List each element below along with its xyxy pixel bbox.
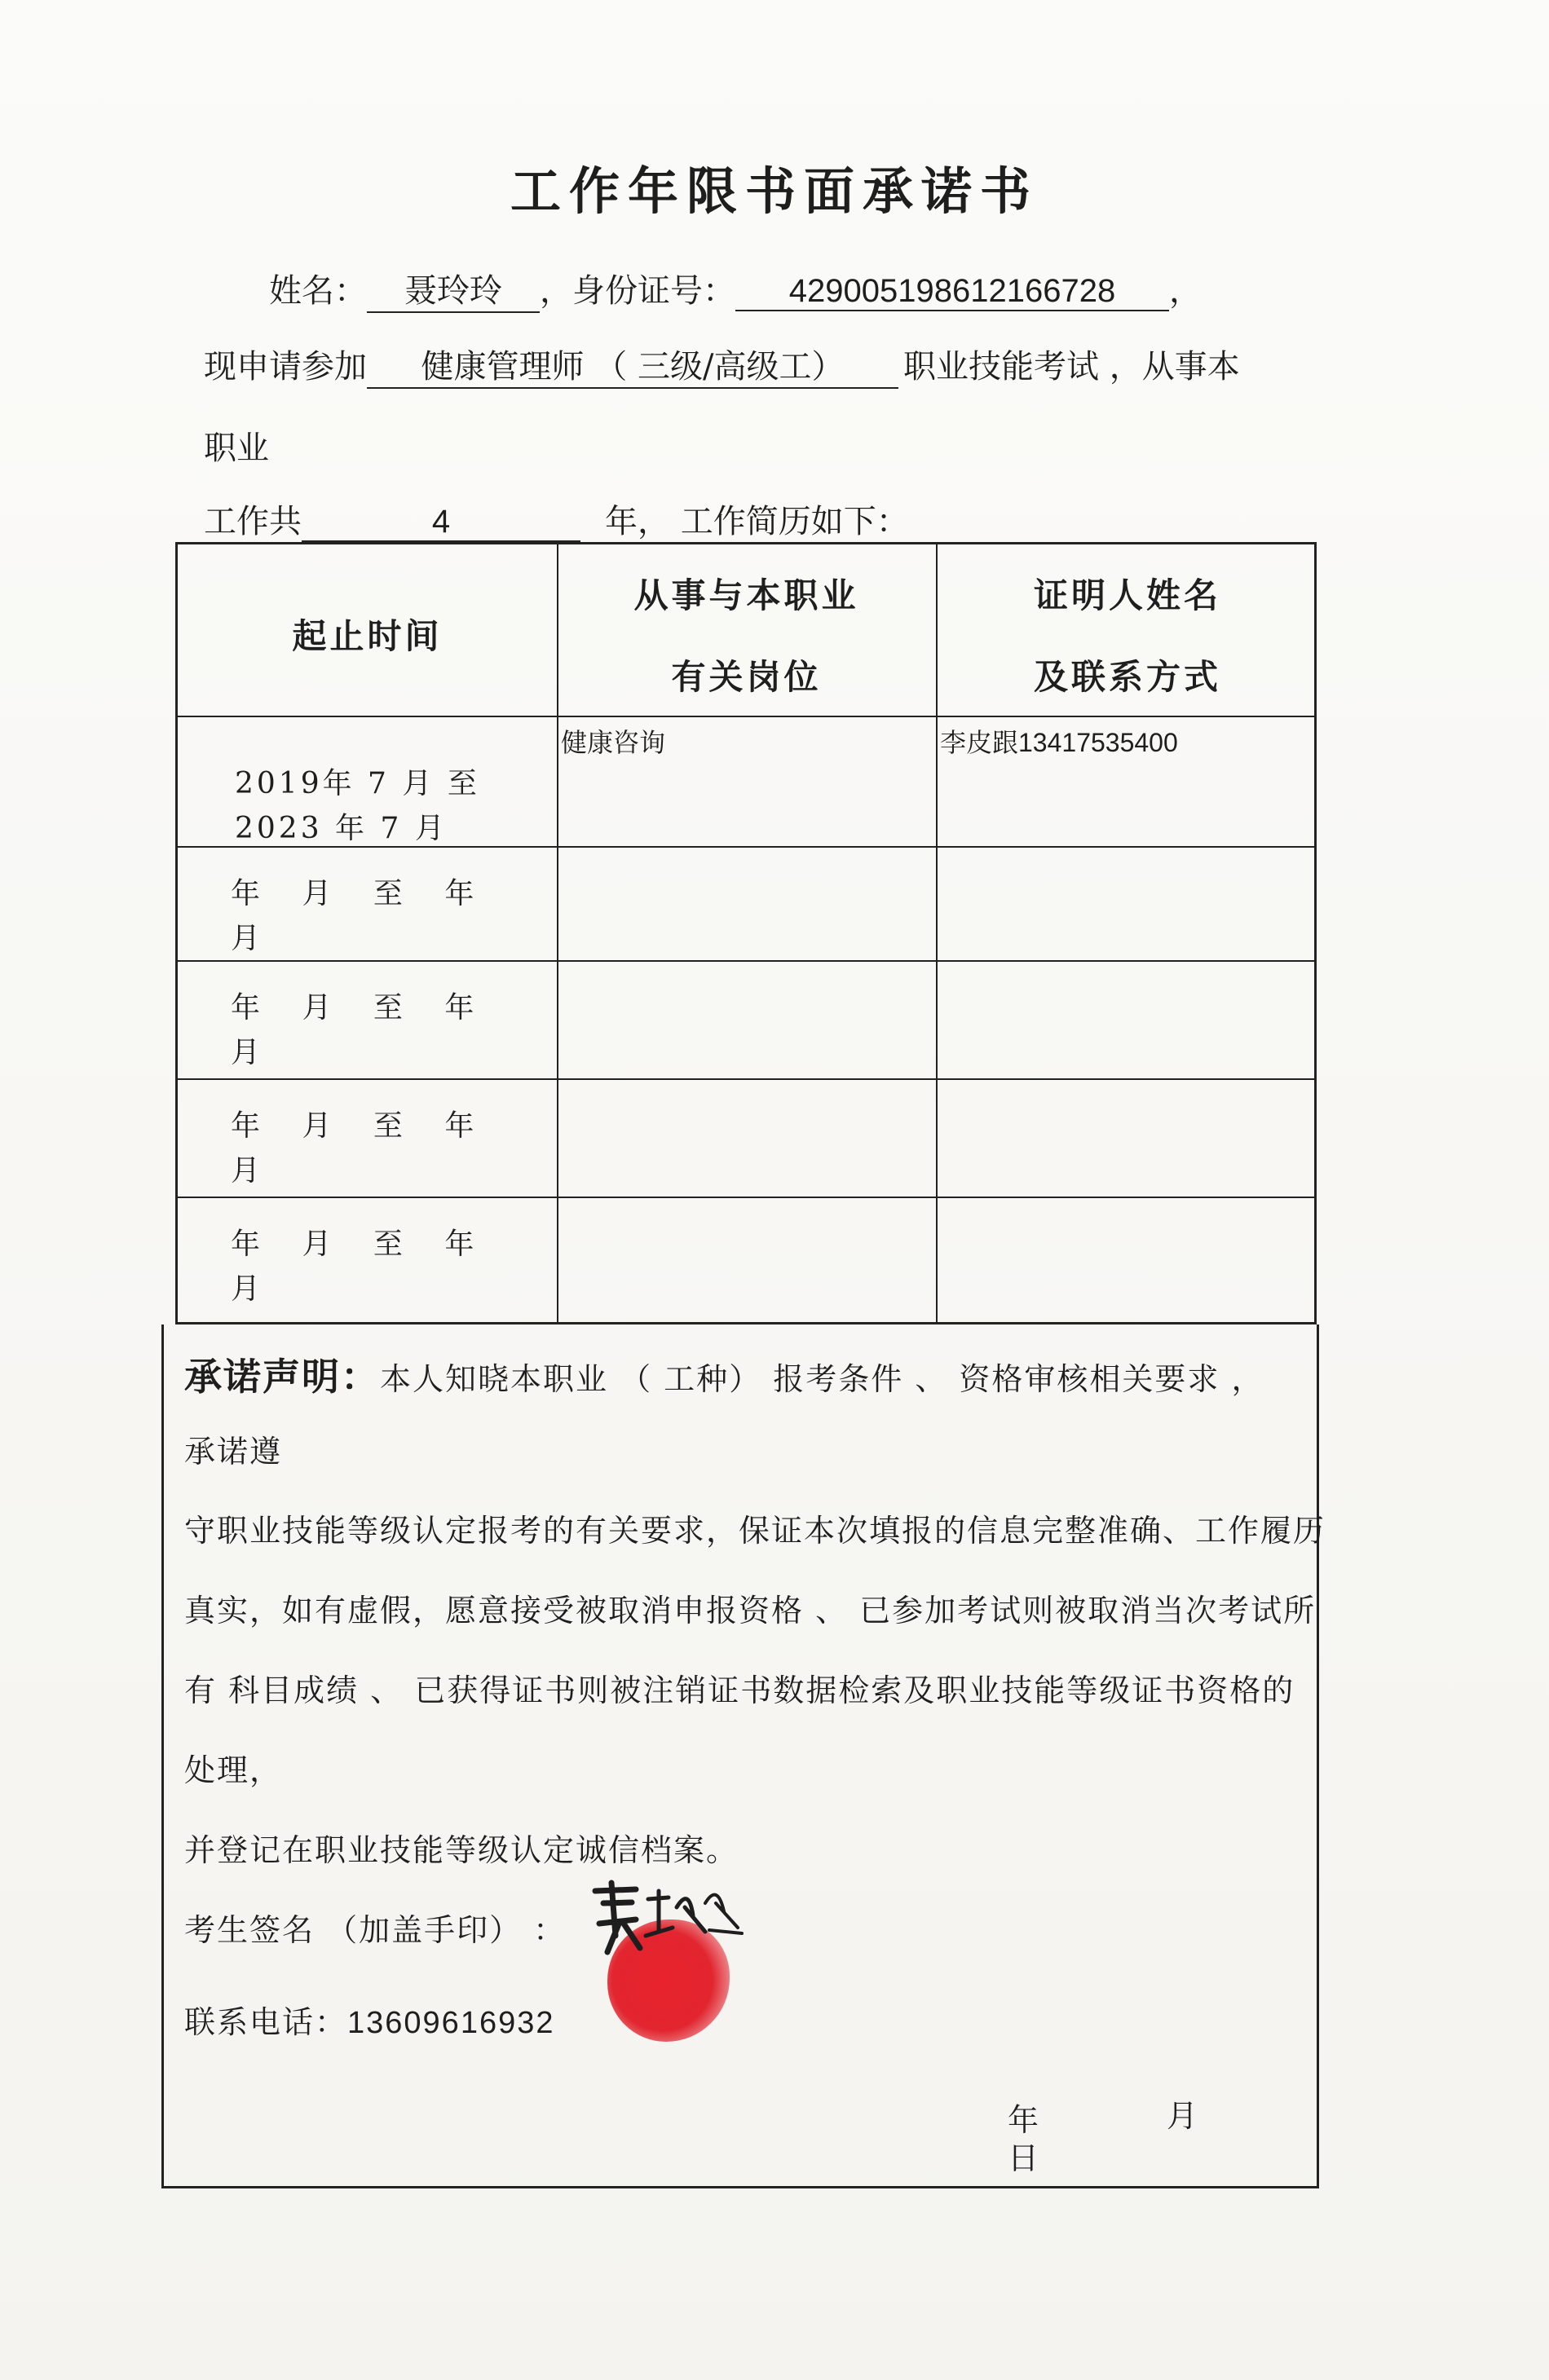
applicant-line-4 (204, 496, 909, 542)
phone-line (184, 1997, 555, 2042)
row5-time-line1: 年 月 至 年 (231, 1227, 474, 1261)
row2-time-line1: 年 月 至 年 (231, 877, 474, 910)
row1-time-line1: 2019年 7 月 至 (235, 767, 480, 800)
name-label: 姓名： (269, 272, 367, 310)
row5-time-line2: 月 (231, 1272, 261, 1306)
id-number-value: 429005198612166728 (735, 273, 1169, 311)
header-position-line2: 有关岗位 (671, 657, 822, 697)
row1-time-line2: 2023 年 7 月 (235, 812, 448, 845)
row2-time-line2: 月 (231, 922, 261, 955)
id-suffix: ， (1169, 272, 1202, 310)
applicant-line-1 (269, 265, 1202, 313)
promise-line-3: 守职业技能等级认定报考的有关要求，保证本次填报的信息完整准确、工作履历 (184, 1513, 1326, 1549)
date-month: 月 (1167, 2098, 1200, 2134)
apply-suffix: 职业技能考试 ，从事本 (903, 348, 1240, 386)
name-value: 聂玲玲 (367, 265, 540, 313)
header-witness-line2: 及联系方式 (1033, 657, 1221, 697)
date-year: 年 (1008, 2102, 1041, 2138)
promise-line-1 (184, 1347, 1264, 1401)
years-prefix: 工作共 (204, 503, 302, 540)
promise-section (161, 1324, 1326, 2188)
years-suffix: 年， 工作简历如下： (605, 503, 909, 540)
applicant-line-2 (204, 341, 1240, 389)
header-time: 起止时间 (292, 616, 443, 656)
promise-line-2: 承诺遵 (184, 1434, 283, 1470)
row4-time-line2: 月 (231, 1154, 261, 1188)
promise-line-6: 处理， (184, 1752, 283, 1788)
promise-text-1: 本人知晓本职业 （ 工种） 报考条件 、 资格审核相关要求 ， (380, 1361, 1264, 1397)
date-day: 日 (1008, 2140, 1041, 2176)
promise-line-4: 真实，如有虚假，愿意接受被取消申报资格 、 已参加考试则被取消当次考试所 (184, 1593, 1317, 1629)
phone-value: 13609616932 (347, 2006, 555, 2040)
apply-prefix: 现申请参加 (204, 348, 367, 386)
row3-time-line1: 年 月 至 年 (231, 991, 474, 1025)
promise-line-5: 有 科目成绩 、 已获得证书则被注销证书数据检索及职业技能等级证书资格的 (184, 1673, 1295, 1708)
row3-time-line2: 月 (231, 1036, 261, 1069)
header-witness-line1: 证明人姓名 (1033, 575, 1221, 615)
years-value: 4 (302, 504, 580, 542)
promise-label: 承诺声明： (184, 1355, 380, 1399)
signature-label: 考生签名 （加盖手印） ： (184, 1912, 567, 1948)
promise-line-7: 并登记在职业技能等级认定诚信档案。 (184, 1832, 739, 1868)
document-title: 工作年限书面承诺书 (510, 161, 1039, 221)
row1-position: 健康咨询 (561, 727, 666, 758)
header-position-line1: 从事与本职业 (633, 575, 859, 615)
work-history-table (175, 542, 1317, 1324)
handwritten-signature (587, 1858, 750, 1964)
row4-time-line1: 年 月 至 年 (231, 1109, 474, 1143)
id-label: ，身份证号： (540, 272, 735, 310)
row1-witness: 李皮跟13417535400 (940, 728, 1178, 757)
occupation-value: 健康管理师 （ 三级/高级工） (367, 341, 898, 389)
applicant-line-3: 职业 (204, 430, 269, 467)
phone-label: 联系电话： (184, 2004, 348, 2040)
